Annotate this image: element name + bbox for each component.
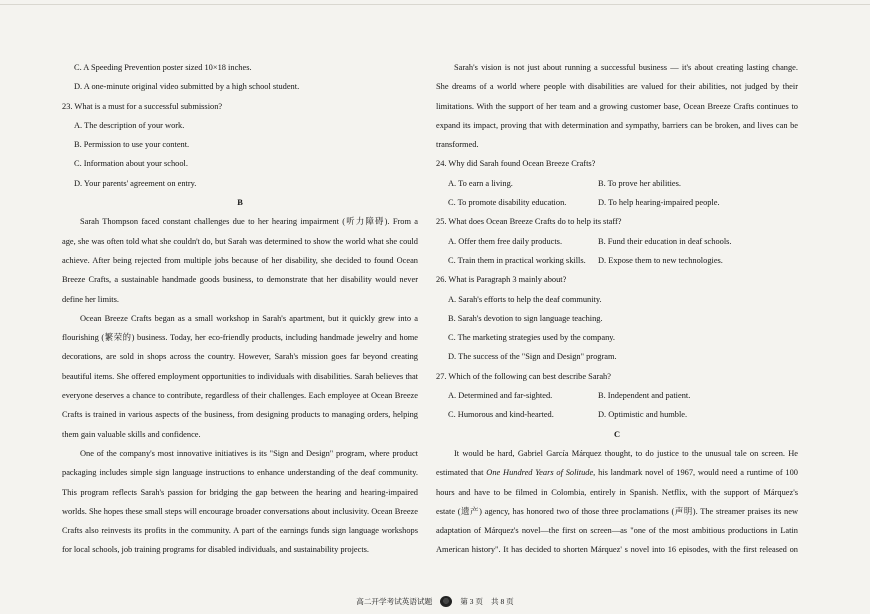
text-line: transformed. <box>436 140 479 150</box>
answer-option: A. Sarah's efforts to help the deaf community. <box>448 294 602 304</box>
answer-option: B. Permission to use your content. <box>74 140 190 150</box>
question-24: 24. Why did Sarah found Ocean Breeze Crafts? <box>436 159 596 169</box>
page-footer <box>0 596 870 607</box>
passage-c-line: estate (遗产) agency, has honored two of those three proclamations (声明). The streamer praises its new <box>436 506 798 516</box>
passage-c-line: American history". It has decided to shorten Márquez' s novel into 16 episodes, with the first released on <box>436 545 798 555</box>
section-c-heading: C <box>613 429 621 439</box>
answer-option: D. To help hearing-impaired people. <box>598 198 720 208</box>
passage-c-line: hours and have to be filmed in Colombia, entirely in Spanish. Netflix, with the support of Márquez's <box>436 487 798 497</box>
answer-option: D. A one-minute original video submitted by a high school student. <box>74 82 300 92</box>
answer-option-row <box>436 193 798 212</box>
answer-option: A. To earn a living. <box>448 178 513 188</box>
answer-option: B. Independent and patient. <box>598 391 691 401</box>
text-line: beautiful items. She offered employment opportunities to individuals with disabilities. Sarah believes that <box>62 371 418 381</box>
text-line: This program reflects Sarah's passion for bridging the gap between the hearing and hearing-impaired <box>62 487 418 497</box>
text-line: limitations. With the support of her team and a growing customer base, Ocean Breeze Crafts continues to <box>436 101 798 111</box>
left-column <box>62 58 418 560</box>
section-heading: B <box>237 198 243 208</box>
answer-option: C. The marketing strategies used by the company. <box>448 333 615 343</box>
answer-option: C. A Speeding Prevention poster sized 10×18 inches. <box>74 63 252 72</box>
text-line: everyone deserves a chance to contribute, regardless of their challenges. Each employee at Ocean Breeze <box>62 391 418 401</box>
answer-option: A. The description of your work. <box>74 120 185 130</box>
text-line: She dreams of a world where people with disabilities are valued for their abilities, not judged by their <box>436 82 798 92</box>
answer-option-row <box>436 174 798 193</box>
answer-option: A. Determined and far-sighted. <box>448 391 553 401</box>
passage-c-line: estimated that One Hundred Years of Solitude, his landmark novel of 1967, would need a runtime of 100 <box>436 468 798 478</box>
page-total: 共 8 页 <box>490 597 514 606</box>
scan-edge <box>0 4 870 5</box>
text-line: decorations, are sold in shops across the country. However, Sarah's mission goes far beyond creating <box>62 352 418 362</box>
answer-option-row <box>436 386 798 405</box>
text-line: for local schools, job training programs for disabled individuals, and sustainability projects. <box>62 545 370 555</box>
text-line: Ocean Breeze Crafts began as a small workshop in Sarah's apartment, but it quickly grew into a <box>80 313 418 323</box>
answer-option-row <box>436 232 798 251</box>
answer-option: B. Sarah's devotion to sign language teaching. <box>448 313 603 323</box>
school-emblem-icon <box>440 596 452 607</box>
answer-option: D. Your parents' agreement on entry. <box>74 178 197 188</box>
text-line: packaging includes simple sign language instructions to enhance understanding of the deaf community. <box>62 468 418 478</box>
answer-option: B. Fund their education in deaf schools. <box>598 236 732 246</box>
passage-c-line: It would be hard, Gabriel García Márquez thought, to do justice to the unusual tale on screen. He <box>454 448 798 458</box>
answer-option: C. Train them in practical working skills. <box>448 255 586 265</box>
answer-option: D. Optimistic and humble. <box>598 410 688 420</box>
exam-title: 高二开学考试英语试题 <box>356 597 433 606</box>
text-line: Sarah's vision is not just about running a successful business — it's about creating lasting change. <box>454 63 798 72</box>
answer-option-row <box>436 405 798 424</box>
text-line: achieve. After being rejected from multiple jobs because of her disability, she decided to found Ocean <box>62 255 418 265</box>
text-line: define her limits. <box>62 294 119 304</box>
answer-option: C. Information about your school. <box>74 159 188 169</box>
question-26: 26. What is Paragraph 3 mainly about? <box>436 275 567 285</box>
answer-option: C. Humorous and kind-hearted. <box>448 410 554 420</box>
answer-option: D. Expose them to new technologies. <box>598 255 723 265</box>
page-number: 第 3 页 <box>460 597 483 606</box>
text-line: One of the company's most innovative initiatives is its "Sign and Design" program, where product <box>80 448 418 458</box>
text-line: age, she was often told what she couldn't do, but Sarah was determined to show the world what she could <box>62 236 418 246</box>
text-line: Crafts is trained in various aspects of the business, from designing products to managing orders, helping <box>62 410 418 420</box>
answer-option: A. Offer them free daily products. <box>448 236 563 246</box>
answer-option-row <box>436 251 798 270</box>
text-line: 23. What is a must for a successful submission? <box>62 101 223 111</box>
text-line: them gain valuable skills and confidence. <box>62 429 201 439</box>
answer-option: C. To promote disability education. <box>448 198 567 208</box>
text-line: flourishing (繁荣的) business. Today, her eco-friendly products, including handmade jewelry and home <box>62 333 418 343</box>
passage-c-line: adaptation of Márquez's novel—the first on screen—as "one of the most ambitious productions in Latin <box>436 526 798 536</box>
text-line: Sarah Thompson faced constant challenges due to her hearing impairment (听力障碍). From a <box>80 217 418 227</box>
right-column <box>436 58 798 560</box>
novel-title: One Hundred Years of Solitude <box>486 468 594 478</box>
answer-option: D. The success of the "Sign and Design" program. <box>448 352 617 362</box>
question-25: 25. What does Ocean Breeze Crafts do to help its staff? <box>436 217 622 227</box>
text-line: Crafts also reinvests its profits in the community. A part of the earnings funds sign language workshops <box>62 526 418 536</box>
question-27: 27. Which of the following can best describe Sarah? <box>436 371 611 381</box>
text-line: expand its impact, proving that with determination and sympathy, barriers can be broken, and lives can be <box>436 120 798 130</box>
text-line: worlds. She hopes these small steps will encourage broader conversations about inclusivity. Ocean Breeze <box>62 506 418 516</box>
answer-option: B. To prove her abilities. <box>598 178 681 188</box>
text-line: Breeze Crafts, a sustainable handmade goods business, to demonstrate that her disability would never <box>62 275 418 285</box>
